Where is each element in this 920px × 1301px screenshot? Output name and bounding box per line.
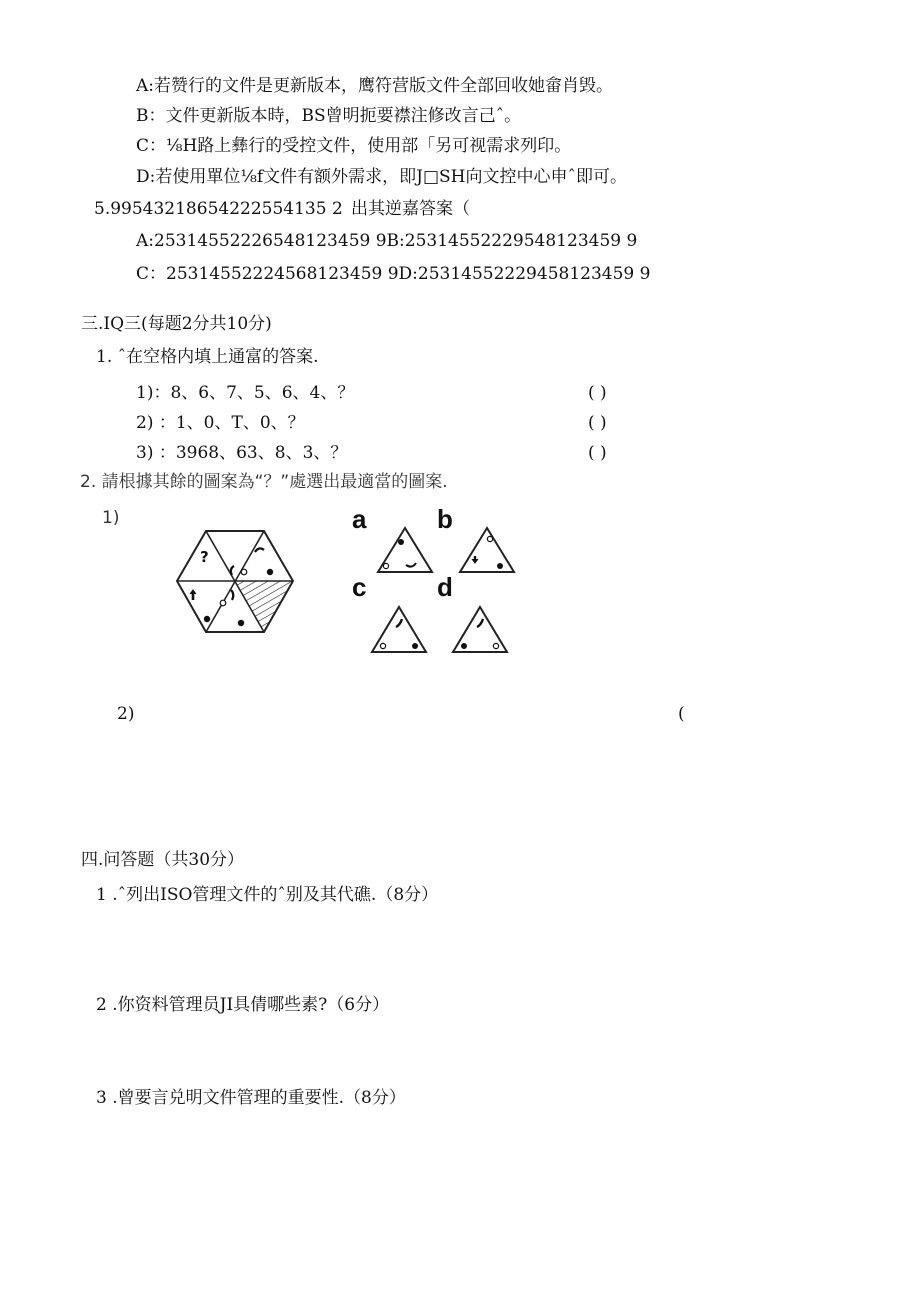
filled-dot-icon — [412, 643, 418, 649]
hook-arrow-icon — [406, 563, 416, 567]
filled-dot-icon — [238, 620, 244, 626]
hollow-dot-icon — [487, 536, 492, 541]
hollow-dot-icon — [383, 563, 388, 568]
q4-option-c: C：⅛H路上彝行的受控文件，使用部「另可视需求列印。 — [136, 136, 572, 156]
option-d-triangle — [451, 605, 509, 655]
q4-option-a: A:若赞行的文件是更新版本，鹰符营版文件全部回收她畲肖毁。 — [136, 76, 614, 96]
option-b-triangle — [458, 526, 516, 574]
option-c-triangle — [370, 605, 428, 655]
hollow-dot-icon — [380, 643, 385, 648]
q1-item-1-answer-bracket: ( ) — [588, 383, 607, 403]
section3-q1-stem: 1. ˆ在空格内填上通富的答案. — [96, 347, 319, 367]
filled-dot-icon — [267, 569, 273, 575]
q1-item-3: 3) ：3968、63、8、3、？ — [136, 443, 348, 463]
hexagon-puzzle-figure — [176, 530, 294, 636]
question-mark: ? — [200, 548, 209, 566]
filled-dot-icon — [497, 563, 503, 569]
q1-item-2: 2) ：1、0、T、0、？ — [136, 413, 305, 433]
hollow-dot-icon — [493, 643, 498, 648]
q2-item-1-label: 1) — [102, 508, 120, 528]
option-letter-d: d — [437, 572, 453, 602]
section4-question-1: 1 .ˆ列出ISO管理文件的ˆ别及其代礁.（8分） — [96, 885, 439, 905]
section3-header: 三.IQ三(每题2分共10分) — [81, 314, 272, 334]
curved-arrow-icon — [231, 566, 234, 575]
curved-arrow-icon — [477, 619, 483, 627]
q1-item-1: 1)：8、6、7、5、6、4、？ — [136, 383, 355, 403]
section4-question-3: 3 .曾要言兑明文件管理的重要性.（8分） — [96, 1088, 406, 1108]
curved-arrow-icon — [231, 590, 233, 600]
option-letter-c: c — [352, 572, 367, 602]
q1-item-2-answer-bracket: ( ) — [588, 413, 607, 433]
q4-option-b: B：文件更新版本時，BS曾明扼要襟注修改言己ˆ。 — [136, 106, 522, 126]
arrowhead-icon — [472, 559, 478, 563]
q5-options-ab: A:25314552226548123459 9B:25314552229548123459 9 — [136, 231, 638, 251]
section4-question-2: 2 .你资料管理员JI具倩哪些素?（6分） — [96, 995, 390, 1015]
filled-dot-icon — [204, 616, 210, 622]
q2-item-2-label: 2) — [117, 704, 135, 724]
arrowhead-icon — [190, 590, 196, 594]
q4-option-d: D:若使用單位⅛f文件有额外需求，即J□SH向文控中心申ˆ即可。 — [136, 167, 627, 187]
option-a-triangle — [376, 526, 434, 574]
hollow-dot-icon — [220, 600, 226, 606]
hook-arrow-icon — [255, 548, 264, 552]
q2-item-2-answer-bracket: ( — [678, 704, 685, 724]
section3-q2-stem: 2. 請根據其餘的圖案為“？”處選出最適當的圖案. — [80, 472, 448, 492]
section4-header: 四.问答题（共30分） — [81, 850, 245, 870]
option-letter-a: a — [352, 504, 367, 534]
q5-stem-text: 出其逆嘉答案（ — [351, 199, 470, 219]
option-letter-b: b — [437, 504, 453, 534]
q5-stem-number: 5.99543218654222554135 2 — [94, 199, 343, 219]
hollow-dot-icon — [241, 569, 247, 575]
q5-options-cd: C：25314552224568123459 9D:25314552229458123459 9 — [136, 264, 651, 284]
curved-arrow-icon — [396, 619, 402, 627]
filled-dot-icon — [461, 643, 467, 649]
q1-item-3-answer-bracket: ( ) — [588, 443, 607, 463]
filled-dot-icon — [398, 539, 404, 545]
